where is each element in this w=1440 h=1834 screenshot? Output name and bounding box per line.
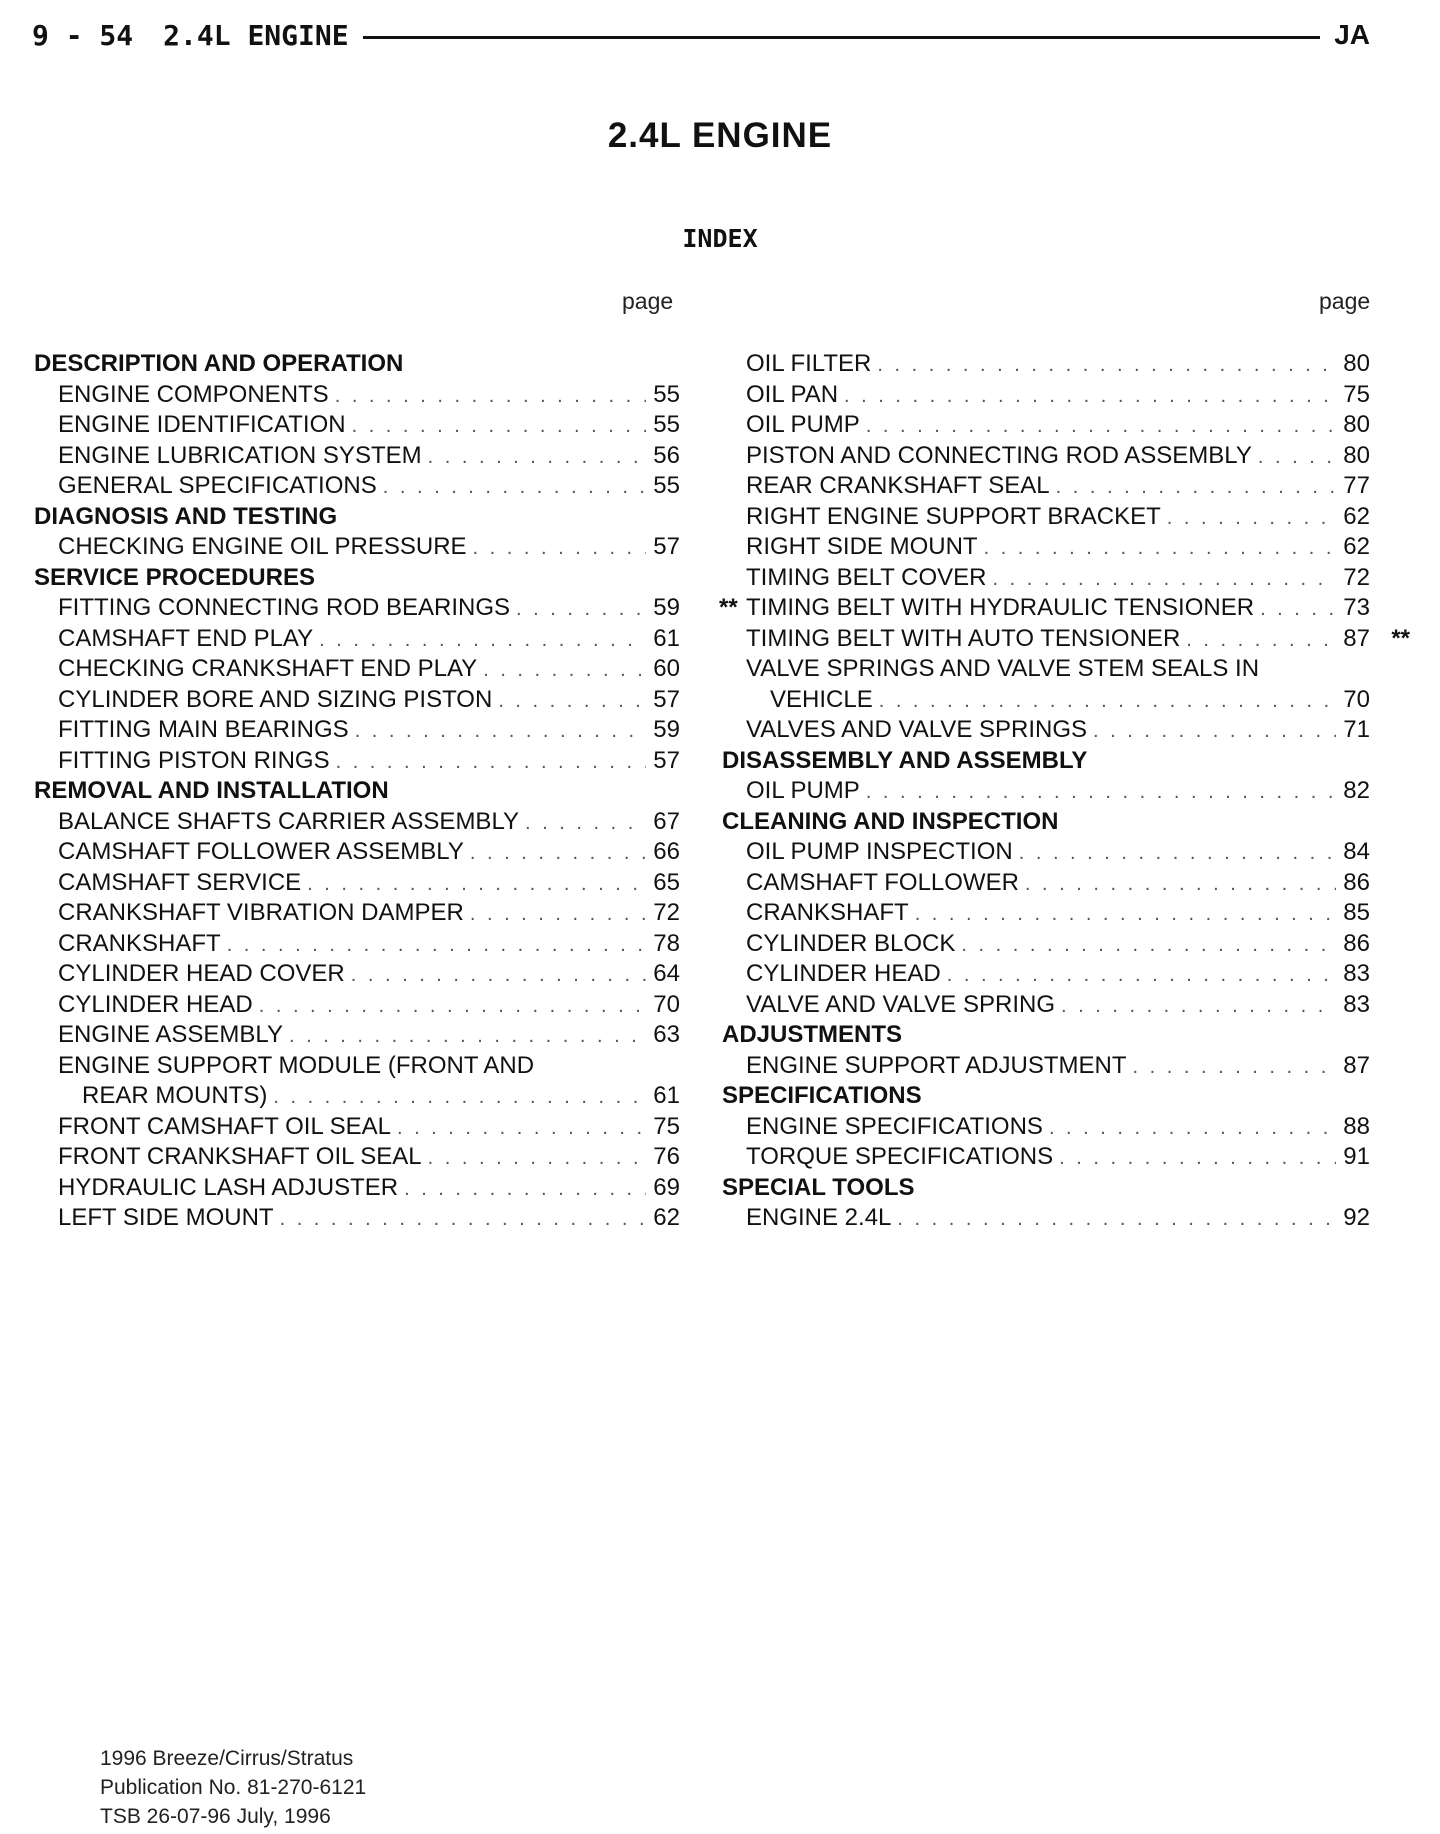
entry-title: GENERAL SPECIFICATIONS [58,472,377,499]
index-entry [34,654,680,685]
entry-page-number: 64 [653,960,680,987]
dot-leader [470,838,646,869]
entry-title: VALVE SPRINGS AND VALVE STEM SEALS IN [746,655,1260,682]
entry-page-number: 56 [653,441,680,469]
dot-leader [947,960,1336,991]
dot-leader [428,442,646,473]
entry-title: OIL PAN [746,380,839,408]
entry-title: BALANCE SHAFTS CARRIER ASSEMBLY [58,807,520,835]
index-entry [34,715,680,746]
entry-page-number: 70 [1343,685,1370,713]
section-heading-text: CLEANING AND INSPECTION [722,807,1059,835]
entry-title: OIL PUMP INSPECTION [746,838,1013,865]
entry-title: ENGINE SUPPORT ADJUSTMENT [746,1051,1127,1079]
index-entry [722,929,1370,960]
index-entry [722,685,1370,716]
entry-title: CAMSHAFT FOLLOWER [746,868,1019,896]
entry-page-number: 75 [1343,380,1370,408]
dot-leader [280,1204,646,1235]
dot-leader [397,1113,646,1144]
entry-page-number: 73 [1343,594,1370,621]
entry-title: RIGHT ENGINE SUPPORT BRACKET [746,502,1161,530]
entry-page-number: 77 [1343,472,1370,499]
entry-title: CRANKSHAFT [746,899,909,926]
index-entry [722,654,1370,685]
entry-page-number: 60 [653,655,680,682]
index-entry [34,1142,680,1173]
index-entry [722,349,1370,380]
entry-title: CYLINDER BORE AND SIZING PISTON [58,685,493,713]
entry-title: CYLINDER HEAD COVER [58,960,345,987]
entry-title: REAR MOUNTS) [82,1082,268,1109]
index-section-heading [722,1020,1370,1051]
index-left-column [34,349,680,1234]
dot-leader [483,655,646,686]
dot-leader [336,747,646,778]
entry-page-number: 78 [653,929,680,957]
entry-title: ENGINE 2.4L [746,1204,892,1231]
dot-leader [866,777,1336,808]
section-heading-text: REMOVAL AND INSTALLATION [34,777,389,804]
entry-page-number: 70 [653,990,680,1018]
revision-mark: ** [719,594,738,621]
entry-title: RIGHT SIDE MOUNT [746,533,978,560]
dot-leader [470,899,646,930]
dot-leader [428,1143,646,1174]
section-heading-text: ADJUSTMENTS [722,1021,903,1048]
dot-leader [961,930,1336,961]
footer-line: TSB 26-07-96 July, 1996 [100,1805,331,1828]
entry-page-number: 61 [653,1082,680,1109]
entry-title: OIL PUMP [746,411,860,438]
entry-page-number: 71 [1343,716,1370,743]
entry-page-number: 57 [653,685,680,713]
revision-mark: ** [1391,624,1410,652]
index-entry [34,929,680,960]
index-entry [722,1203,1370,1234]
entry-title: ENGINE ASSEMBLY [58,1021,283,1048]
entry-title: CRANKSHAFT VIBRATION DAMPER [58,899,464,926]
dot-leader [1167,503,1336,534]
index-entry [722,502,1370,533]
section-heading-text: SPECIAL TOOLS [722,1173,915,1201]
index-entry [722,715,1370,746]
dot-leader [307,869,646,900]
dot-leader [992,564,1336,595]
entry-page-number: 65 [653,868,680,896]
entry-title: ENGINE SPECIFICATIONS [746,1112,1043,1140]
entry-title: VALVE AND VALVE SPRING [746,990,1055,1018]
entry-title: ENGINE COMPONENTS [58,380,329,408]
entry-title: CYLINDER HEAD [746,960,941,987]
entry-page-number: 75 [653,1112,680,1140]
index-entry [722,410,1370,441]
index-entry [34,807,680,838]
entry-title: FRONT CRANKSHAFT OIL SEAL [58,1143,422,1170]
entry-page-number: 88 [1343,1112,1370,1140]
index-entry [722,959,1370,990]
index-entry [34,1173,680,1204]
entry-title: ENGINE LUBRICATION SYSTEM [58,441,422,469]
header-page-number: 9 - 54 [32,18,134,52]
index-title: INDEX [682,224,758,253]
entry-title: TIMING BELT WITH AUTO TENSIONER [746,624,1181,652]
dot-leader [879,686,1336,717]
entry-title: TIMING BELT COVER [746,563,987,591]
entry-title: PISTON AND CONNECTING ROD ASSEMBLY [746,441,1252,469]
index-section-heading [34,349,680,380]
index-entry [722,898,1370,929]
entry-page-number: 86 [1343,868,1370,896]
dot-leader [1056,472,1336,503]
index-entry [722,868,1370,899]
publication-footer [100,1744,366,1831]
entry-page-number: 66 [653,838,680,865]
index-entry [34,898,680,929]
index-entry [34,441,680,472]
running-header [32,18,1370,52]
entry-page-number: 69 [653,1173,680,1201]
section-heading-text: DISASSEMBLY AND ASSEMBLY [722,746,1088,774]
left-page-label: page [622,288,674,314]
entry-title: CAMSHAFT SERVICE [58,868,302,896]
index-entry [722,1112,1370,1143]
entry-page-number: 82 [1343,777,1370,804]
entry-page-number: 85 [1343,899,1370,926]
entry-title: CRANKSHAFT [58,929,221,957]
index-entry [722,1051,1370,1082]
dot-leader [352,411,646,442]
entry-title: FITTING CONNECTING ROD BEARINGS [58,594,511,621]
entry-title: OIL PUMP [746,777,860,804]
entry-title: FITTING MAIN BEARINGS [58,716,349,743]
index-section-heading [722,807,1370,838]
dot-leader [844,381,1336,412]
entry-title: TIMING BELT WITH HYDRAULIC TENSIONER [746,594,1255,621]
header-rule [363,36,1321,39]
dot-leader [525,808,646,839]
dot-leader [1260,594,1336,625]
index-entry [722,1142,1370,1173]
dot-leader [351,960,646,991]
entry-page-number: 80 [1343,411,1370,438]
entry-title: VEHICLE [770,685,873,713]
entry-page-number: 63 [653,1021,680,1048]
index-entry [722,471,1370,502]
dot-leader [1025,869,1336,900]
entry-title: OIL FILTER [746,350,872,377]
entry-title: CHECKING CRANKSHAFT END PLAY [58,655,478,682]
section-heading-text: DIAGNOSIS AND TESTING [34,502,338,530]
index-entry [34,746,680,777]
entry-title: CYLINDER HEAD [58,990,253,1018]
entry-title: REAR CRANKSHAFT SEAL [746,472,1050,499]
entry-page-number: 80 [1343,441,1370,469]
entry-page-number: 87 [1343,1051,1370,1079]
entry-title: CAMSHAFT FOLLOWER ASSEMBLY [58,838,464,865]
dot-leader [1258,442,1336,473]
entry-title: LEFT SIDE MOUNT [58,1204,274,1231]
entry-page-number: 59 [653,594,680,621]
index-section-heading [722,1081,1370,1112]
dot-leader [1093,716,1336,747]
entry-page-number: 87 [1343,624,1370,652]
entry-title: ENGINE IDENTIFICATION [58,411,346,438]
header-code: JA [1334,19,1370,50]
dot-leader [1049,1113,1336,1144]
index-entry [34,532,680,563]
index-entry [34,1051,680,1082]
entry-page-number: 62 [1343,502,1370,530]
entry-page-number: 92 [1343,1204,1370,1231]
entry-page-number: 72 [1343,563,1370,591]
index-entry [722,990,1370,1021]
index-entry [34,593,680,624]
entry-page-number: 59 [653,716,680,743]
entry-title: CYLINDER BLOCK [746,929,956,957]
entry-page-number: 57 [653,533,680,560]
entry-title: CAMSHAFT END PLAY [58,624,314,652]
dot-leader [227,930,646,961]
index-entry [34,868,680,899]
entry-title: ENGINE SUPPORT MODULE (FRONT AND [58,1051,535,1079]
header-section-title: 2.4L ENGINE [163,18,349,52]
dot-leader [273,1082,646,1113]
index-entry [722,380,1370,411]
index-entry [722,563,1370,594]
index-entry [722,776,1370,807]
dot-leader [1133,1052,1336,1083]
entry-title: VALVES AND VALVE SPRINGS [746,716,1088,743]
index-entry [722,532,1370,563]
entry-page-number: 83 [1343,960,1370,987]
dot-leader [289,1021,646,1052]
entry-page-number: 62 [1343,533,1370,560]
document-title: 2.4L ENGINE [607,116,833,155]
entry-page-number: 55 [653,472,680,499]
index-entry [722,624,1410,655]
index-section-heading [34,776,680,807]
index-section-heading [722,746,1370,777]
index-entry [34,1203,680,1234]
footer-line: 1996 Breeze/Cirrus/Stratus [100,1747,354,1770]
entry-title: FRONT CAMSHAFT OIL SEAL [58,1112,391,1140]
dot-leader [473,533,646,564]
dot-leader [877,350,1336,381]
dot-leader [383,472,646,503]
index-entry [34,410,680,441]
dot-leader [516,594,646,625]
section-heading-text: DESCRIPTION AND OPERATION [34,350,404,377]
index-entry [34,624,680,655]
entry-page-number: 91 [1343,1143,1370,1170]
entry-page-number: 67 [653,807,680,835]
entry-title: CHECKING ENGINE OIL PRESSURE [58,533,467,560]
index-section-heading [722,1173,1370,1204]
index-entry [34,990,680,1021]
section-heading-text: SPECIFICATIONS [722,1082,922,1109]
dot-leader [498,686,646,717]
right-page-label: page [1319,288,1371,314]
entry-page-number: 57 [653,746,680,774]
entry-page-number: 62 [653,1204,680,1231]
dot-leader [259,991,646,1022]
dot-leader [335,381,646,412]
entry-title: FITTING PISTON RINGS [58,746,330,774]
entry-title: HYDRAULIC LASH ADJUSTER [58,1173,399,1201]
index-entry [34,837,680,868]
index-right-column [719,349,1410,1234]
entry-page-number: 86 [1343,929,1370,957]
dot-leader [355,716,646,747]
index-section-heading [34,563,680,594]
dot-leader [1019,838,1336,869]
index-entry [722,837,1370,868]
dot-leader [915,899,1336,930]
dot-leader [319,625,646,656]
entry-page-number: 55 [653,411,680,438]
dot-leader [1186,625,1336,656]
entry-page-number: 55 [653,380,680,408]
index-entry [34,471,680,502]
entry-page-number: 76 [653,1143,680,1170]
index-section-heading [34,502,680,533]
entry-page-number: 84 [1343,838,1370,865]
entry-page-number: 61 [653,624,680,652]
dot-leader [404,1174,646,1205]
entry-page-number: 80 [1343,350,1370,377]
dot-leader [984,533,1336,564]
entry-page-number: 72 [653,899,680,926]
entry-page-number: 83 [1343,990,1370,1018]
index-entry [34,959,680,990]
footer-line: Publication No. 81-270-6121 [100,1776,367,1799]
index-entry [34,380,680,411]
index-entry [719,593,1370,624]
index-entry [34,1112,680,1143]
dot-leader [1061,991,1336,1022]
index-entry [722,441,1370,472]
index-entry [34,1081,680,1112]
index-entry [34,1020,680,1051]
dot-leader [897,1204,1336,1235]
index-entry [34,685,680,716]
dot-leader [866,411,1336,442]
dot-leader [1059,1143,1336,1174]
section-heading-text: SERVICE PROCEDURES [34,563,315,591]
entry-title: TORQUE SPECIFICATIONS [746,1143,1054,1170]
